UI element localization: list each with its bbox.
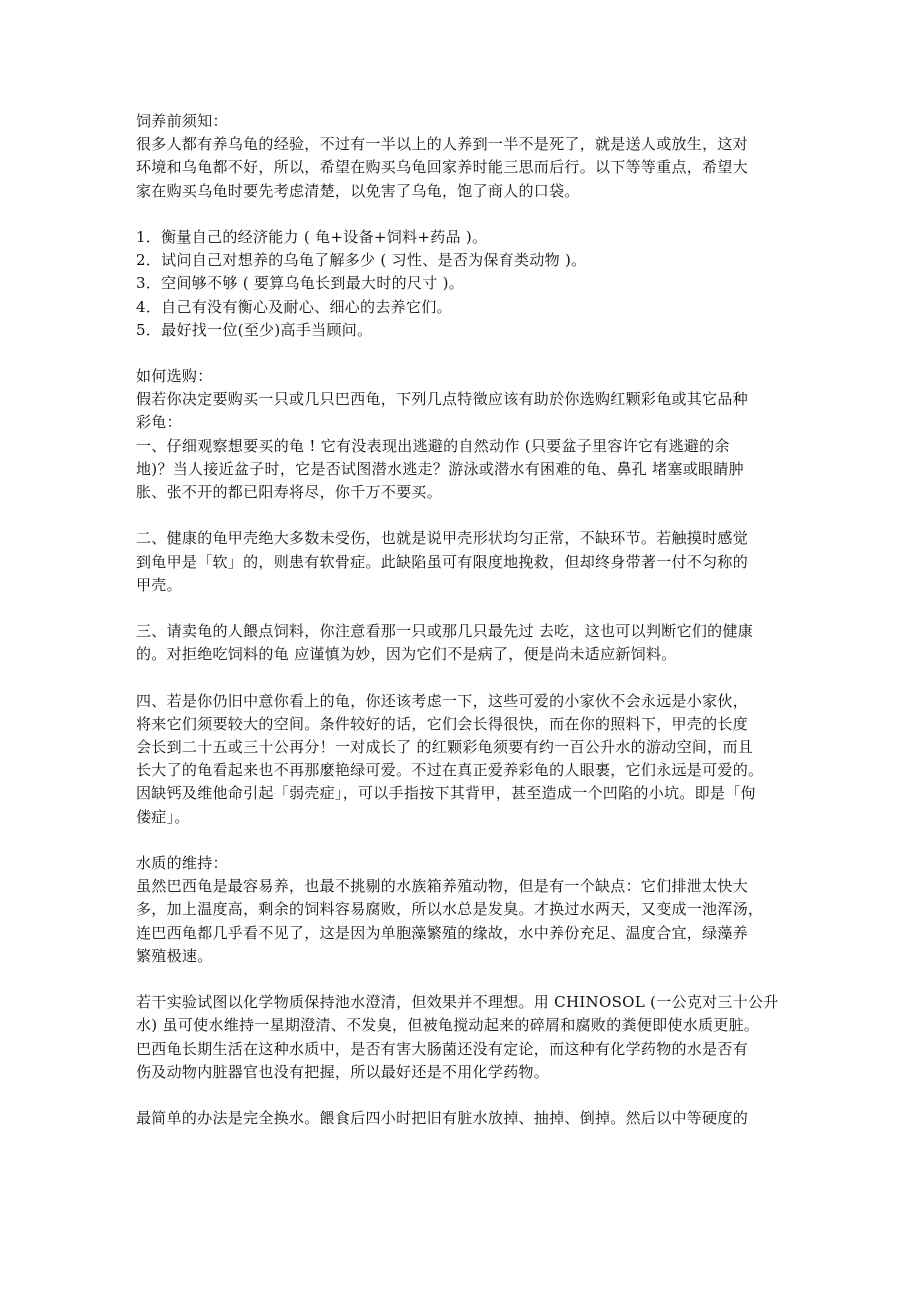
paragraph-line: 二、健康的龟甲壳绝大多数未受伤，也就是说甲壳形状均匀正常，不缺环节。若触摸时感觉 [136, 529, 749, 548]
paragraph-line: 连巴西龟都几乎看不见了，这是因为单胞藻繁殖的缘故，水中养份充足、温度合宜，绿藻养 [136, 923, 749, 942]
paragraph-line: 的。对拒绝吃饲料的龟 应谨慎为妙，因为它们不是病了，便是尚未适应新饲料。 [136, 645, 677, 664]
paragraph-line: 会长到二十五或三十公再分！一对成长了 的红颗彩龟须要有约一百公升水的游动空间，而且 [136, 738, 754, 757]
section-heading: 饲养前须知： [136, 112, 228, 130]
paragraph-gap [136, 597, 796, 620]
paragraph-line: 四、若是你仍旧中意你看上的龟，你还该考虑一下，这些可爱的小家伙不会永远是小家伙， [136, 691, 749, 710]
paragraph-line: 长大了的龟看起来也不再那麼艳绿可爱。不过在真正爱养彩龟的人眼裹，它们永远是可爱的。 [136, 761, 764, 780]
paragraph-line: 到龟甲是「软」的，则患有软骨症。此缺陷虽可有限度地挽救，但却终身带著一付不匀称的 [136, 552, 749, 571]
paragraph-water-change [136, 1107, 796, 1130]
paragraph-line: 因缺钙及维他命引起「弱壳症」，可以手指按下其背甲，甚至造成一个凹陷的小坑。即是「佝 [136, 784, 756, 803]
paragraph-gap [136, 342, 796, 365]
paragraph-line: 三、请卖龟的人餵点饲料，你注意看那一只或那几只最先过 去吃，这也可以判断它们的健康 [136, 622, 754, 641]
paragraph-chemicals [136, 991, 796, 1084]
checklist-item: 1．衡量自己的经济能力 ( 龟+设备+饲料+药品 )。 [136, 227, 488, 246]
paragraph-point-4 [136, 690, 796, 829]
paragraph-gap [136, 1084, 796, 1107]
paragraph-line: 假若你决定要购买一只或几只巴西龟，下列几点特徵应该有助於你选购红颗彩龟或其它品种 [136, 390, 749, 409]
paragraph-line: 彩龟： [136, 413, 182, 432]
paragraph-line: 若干实验试图以化学物质保持池水澄清，但效果并不理想。用 CHINOSOL (一公克对三十公升 [136, 993, 779, 1012]
section-water-quality [136, 852, 796, 968]
paragraph-gap [136, 203, 796, 226]
section-how-to-choose [136, 365, 796, 435]
paragraph-line: 繁殖极速。 [136, 946, 213, 965]
paragraph-gap [136, 504, 796, 527]
paragraph-line: 甲壳。 [136, 575, 182, 594]
checklist-item: 3．空间够不够 ( 要算乌龟长到最大时的尺寸 )。 [136, 274, 465, 293]
document-body [136, 110, 796, 1130]
checklist-item: 5．最好找一位(至少)高手当顾问。 [136, 320, 373, 339]
checklist-item: 2．试问自己对想养的乌龟了解多少 ( 习性、是否为保育类动物 )。 [136, 251, 587, 270]
paragraph-point-3 [136, 620, 796, 666]
paragraph-gap [136, 829, 796, 852]
checklist-item: 4．自己有没有衡心及耐心、细心的去养它们。 [136, 297, 452, 316]
paragraph-line: 环境和乌龟都不好，所以，希望在购买乌龟回家养时能三思而后行。以下等等重点，希望大 [136, 158, 749, 177]
paragraph-line: 虽然巴西龟是最容易养，也最不挑剔的水族箱养殖动物，但是有一个缺点：它们排泄太快大 [136, 877, 749, 896]
paragraph-line: 地)？当人接近盆子时，它是否试图潜水逃走？游泳或潜水有困难的龟、鼻孔 堵塞或眼睛肿 [136, 459, 744, 478]
section-heading: 水质的维持： [136, 854, 228, 872]
paragraph-line: 水) 虽可使水维持一星期澄清、不发臭，但被龟搅动起来的碎屑和腐败的粪便即使水质更脏。 [136, 1016, 760, 1035]
paragraph-point-1 [136, 435, 796, 505]
section-heading: 如何选购： [136, 367, 213, 386]
paragraph-line: 伤及动物内脏器官也没有把握，所以最好还是不用化学药物。 [136, 1062, 550, 1081]
paragraph-line: 将来它们须要较大的空间。条件较好的话，它们会长得很快，而在你的照料下，甲壳的长度 [136, 714, 749, 733]
paragraph-point-2 [136, 527, 796, 597]
paragraph-line: 多，加上温度高，剩余的饲料容易腐败，所以水总是发臭。才换过水两天，又变成一池浑汤， [136, 900, 764, 919]
paragraph-line: 很多人都有养乌龟的经验，不过有一半以上的人养到一半不是死了，就是送人或放生，这对 [136, 135, 749, 154]
paragraph-line: 偻症」。 [136, 807, 190, 826]
paragraph-gap [136, 667, 796, 690]
paragraph-line: 最简单的办法是完全换水。餵食后四小时把旧有脏水放掉、抽掉、倒掉。然后以中等硬度的 [136, 1109, 749, 1128]
section-care-intro [136, 110, 796, 203]
paragraph-line: 家在购买乌龟时要先考虑清楚，以免害了乌龟，饱了商人的口袋。 [136, 181, 580, 200]
paragraph-line: 胀、张不开的都已阳寿将尽，你千万不要买。 [136, 483, 443, 501]
paragraph-gap [136, 968, 796, 991]
checklist [136, 226, 796, 342]
paragraph-line: 一、仔细观察想要买的龟 ! 它有没表现出逃避的自然动作 (只要盆子里容许它有逃避的余 [136, 436, 730, 455]
paragraph-line: 巴西龟长期生活在这种水质中，是否有害大肠菌还没有定论，而这种有化学药物的水是否有 [136, 1039, 749, 1058]
